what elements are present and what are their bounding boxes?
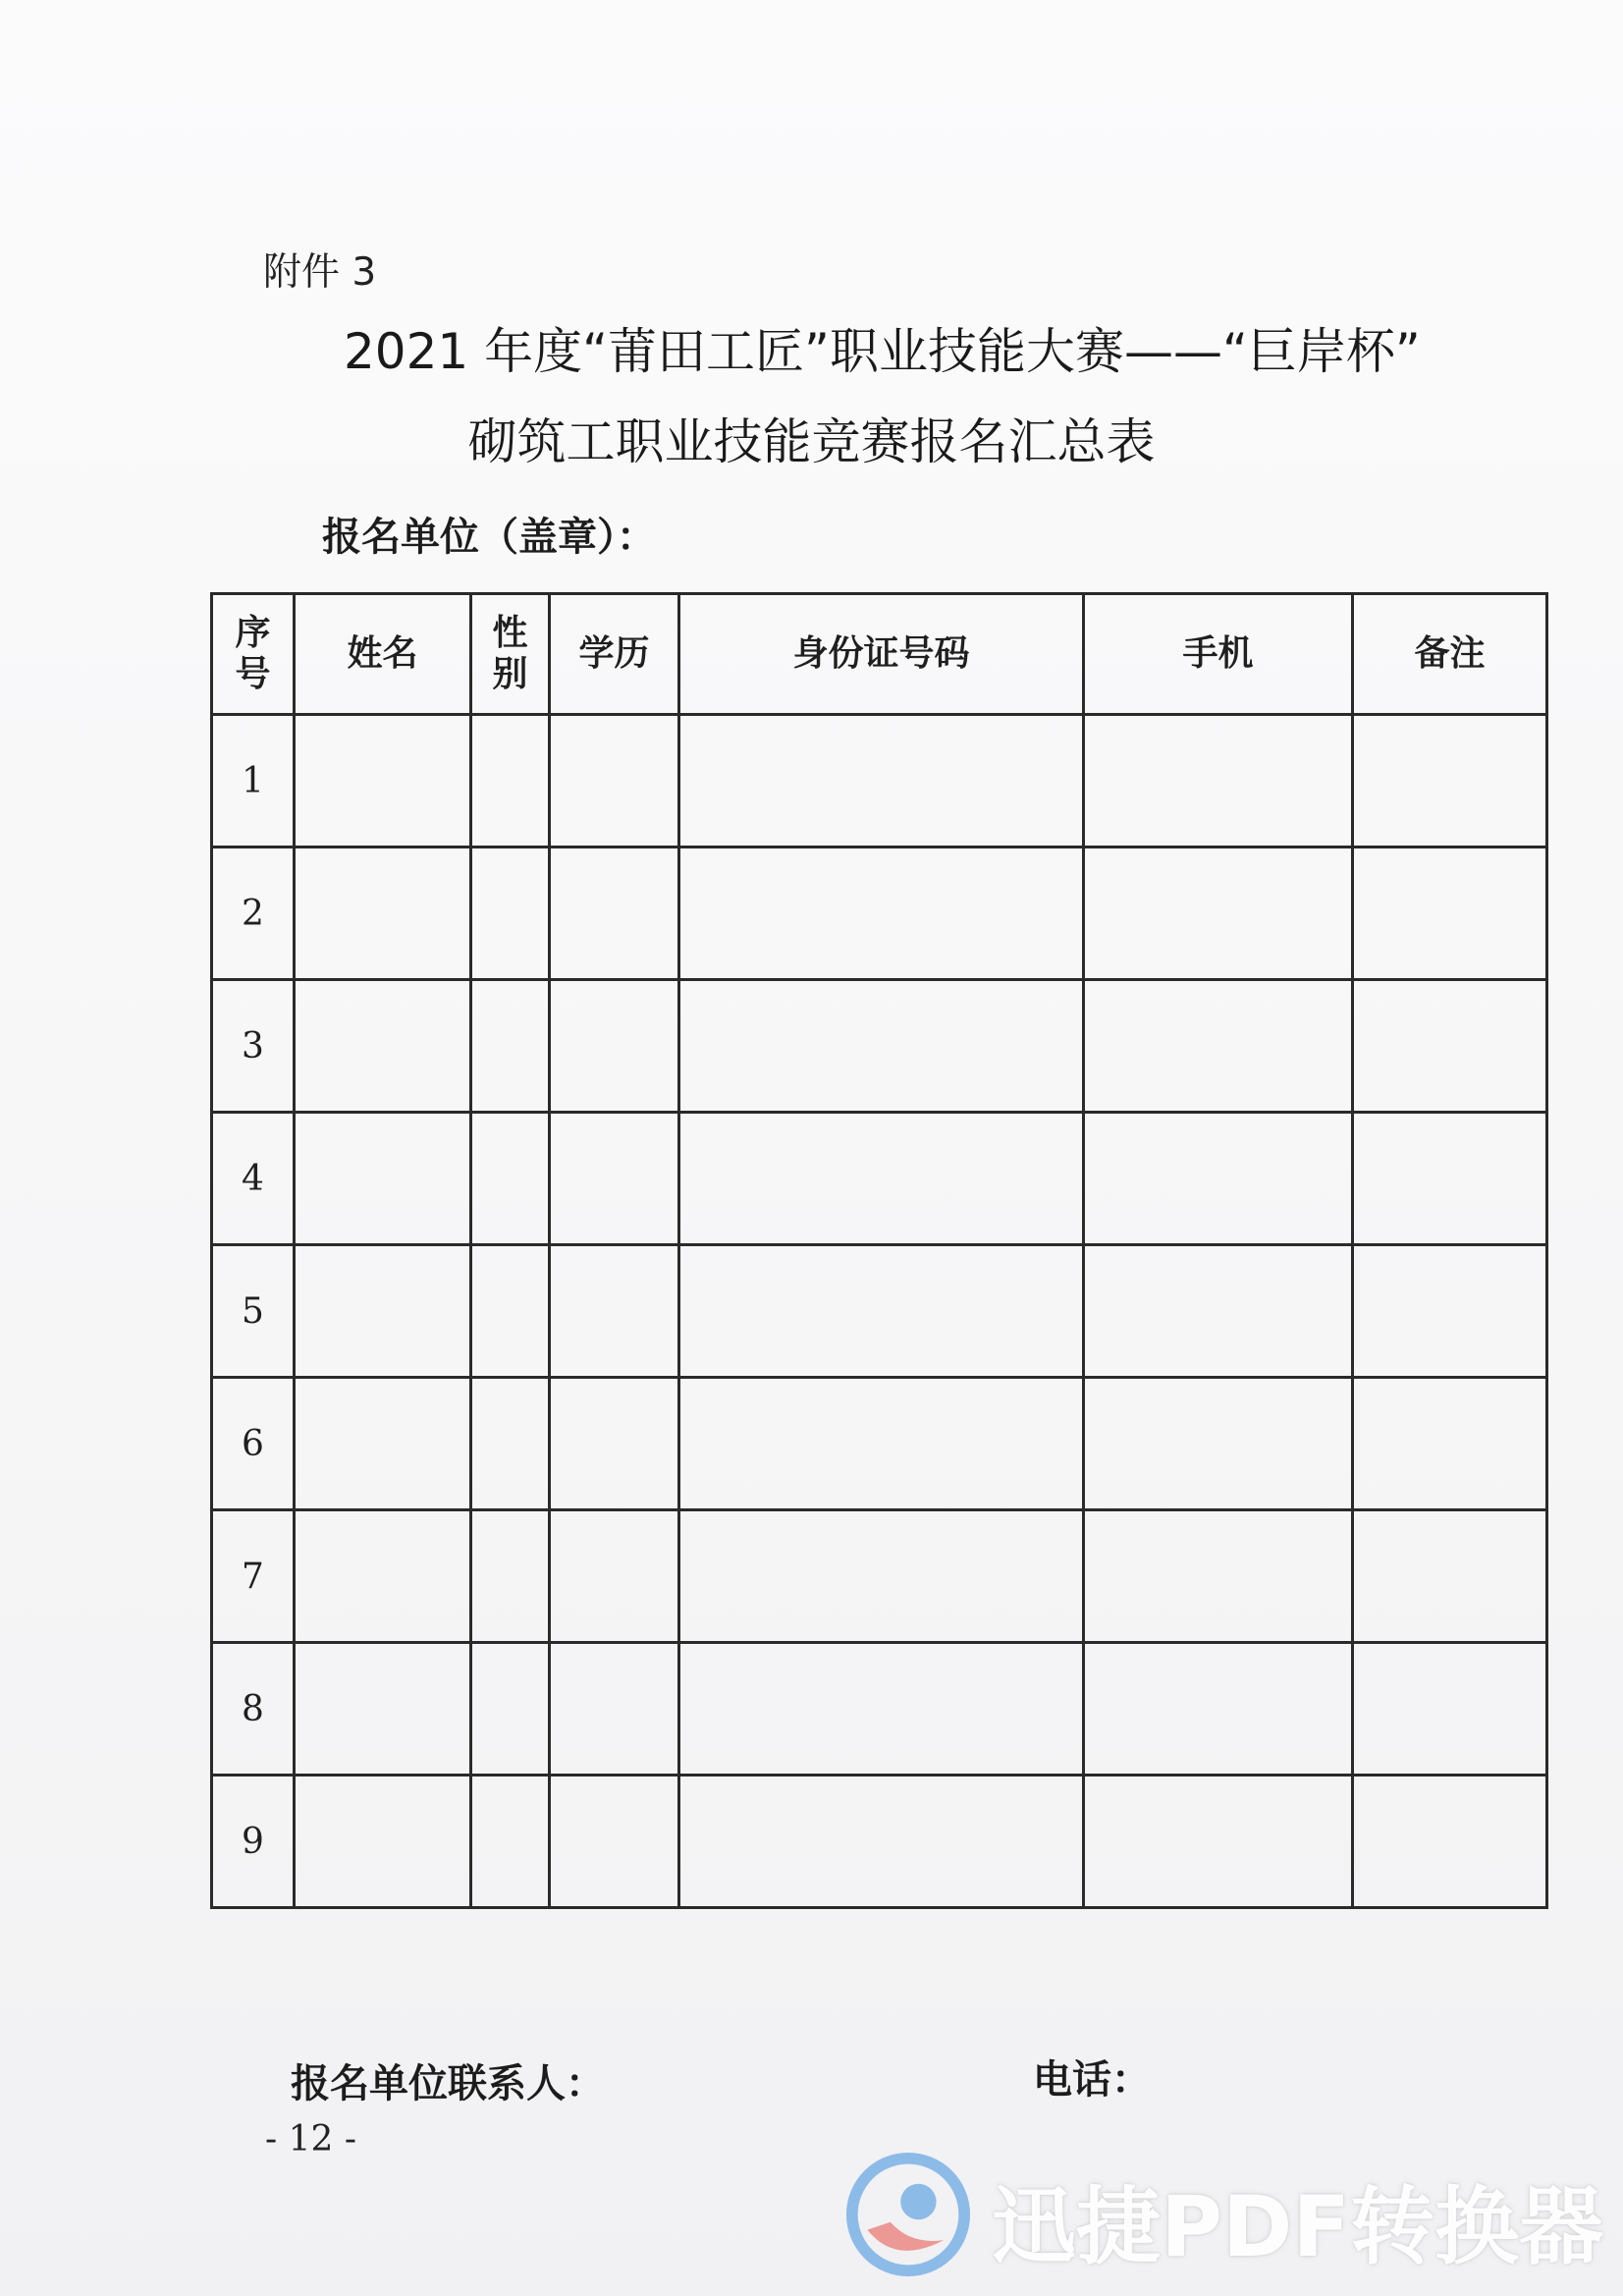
table-header-row [212, 594, 1547, 715]
page-number: - 12 - [265, 2119, 357, 2159]
id-number-cell[interactable] [679, 1378, 1084, 1510]
name-cell[interactable] [295, 847, 471, 980]
header-seq [212, 594, 295, 715]
registration-unit-label: 报名单位（盖章）： [322, 514, 656, 560]
remarks-cell[interactable] [1353, 1245, 1547, 1378]
row-number: 1 [212, 715, 295, 847]
phone-cell[interactable] [1084, 715, 1353, 847]
table-row [212, 1643, 1547, 1776]
id-number-cell[interactable] [679, 1113, 1084, 1245]
table-row [212, 1378, 1547, 1510]
name-cell[interactable] [295, 1245, 471, 1378]
table-row [212, 1776, 1547, 1908]
name-cell[interactable] [295, 1378, 471, 1510]
header-id-number: 身份证号码 [679, 594, 1084, 715]
phone-cell[interactable] [1084, 1643, 1353, 1776]
education-cell[interactable] [550, 1510, 679, 1643]
watermark-text: 迅捷PDF转换器 [992, 2178, 1604, 2276]
row-number: 8 [212, 1643, 295, 1776]
education-cell[interactable] [550, 1776, 679, 1908]
phone-cell[interactable] [1084, 1776, 1353, 1908]
title-line-2: 砌筑工职业技能竞赛报名汇总表 [467, 413, 1156, 470]
row-number: 9 [212, 1776, 295, 1908]
gender-cell[interactable] [471, 847, 550, 980]
table-row [212, 980, 1547, 1113]
remarks-cell[interactable] [1353, 1510, 1547, 1643]
header-gender-char-1: 性 [492, 613, 528, 653]
remarks-cell[interactable] [1353, 1113, 1547, 1245]
remarks-cell[interactable] [1353, 980, 1547, 1113]
education-cell[interactable] [550, 1643, 679, 1776]
row-number: 6 [212, 1378, 295, 1510]
phone-cell[interactable] [1084, 980, 1353, 1113]
gender-cell[interactable] [471, 1510, 550, 1643]
gender-cell[interactable] [471, 1245, 550, 1378]
remarks-cell[interactable] [1353, 847, 1547, 980]
id-number-cell[interactable] [679, 1776, 1084, 1908]
logo-dot [900, 2184, 936, 2219]
row-number: 5 [212, 1245, 295, 1378]
header-seq-char-1: 序 [235, 613, 271, 653]
id-number-cell[interactable] [679, 1643, 1084, 1776]
name-cell[interactable] [295, 1643, 471, 1776]
gender-cell[interactable] [471, 715, 550, 847]
id-number-cell[interactable] [679, 715, 1084, 847]
name-cell[interactable] [295, 1510, 471, 1643]
title-line-1: 2021 年度“莆田工匠”职业技能大赛——“巨岸杯” [344, 323, 1421, 380]
name-cell[interactable] [295, 1776, 471, 1908]
table-row [212, 1245, 1547, 1378]
name-cell[interactable] [295, 1113, 471, 1245]
education-cell[interactable] [550, 847, 679, 980]
phone-cell[interactable] [1084, 1510, 1353, 1643]
row-number: 4 [212, 1113, 295, 1245]
row-number: 3 [212, 980, 295, 1113]
remarks-cell[interactable] [1353, 1776, 1547, 1908]
id-number-cell[interactable] [679, 1245, 1084, 1378]
header-remarks: 备注 [1353, 594, 1547, 715]
gender-cell[interactable] [471, 1378, 550, 1510]
remarks-cell[interactable] [1353, 1643, 1547, 1776]
gender-cell[interactable] [471, 1776, 550, 1908]
education-cell[interactable] [550, 1378, 679, 1510]
id-number-cell[interactable] [679, 980, 1084, 1113]
name-cell[interactable] [295, 715, 471, 847]
header-education: 学历 [550, 594, 679, 715]
row-number: 7 [212, 1510, 295, 1643]
contact-person-label: 报名单位联系人： [291, 2060, 605, 2106]
table-row [212, 847, 1547, 980]
row-number: 2 [212, 847, 295, 980]
name-cell[interactable] [295, 980, 471, 1113]
header-gender [471, 594, 550, 715]
table-row [212, 715, 1547, 847]
table-row [212, 1113, 1547, 1245]
remarks-cell[interactable] [1353, 1378, 1547, 1510]
attachment-label: 附件 3 [263, 250, 377, 295]
id-number-cell[interactable] [679, 847, 1084, 980]
phone-cell[interactable] [1084, 1113, 1353, 1245]
header-gender-char-2: 别 [492, 654, 528, 694]
phone-cell[interactable] [1084, 1378, 1353, 1510]
registration-table [210, 592, 1548, 1909]
gender-cell[interactable] [471, 1113, 550, 1245]
watermark-logo-icon [844, 2151, 972, 2278]
gender-cell[interactable] [471, 980, 550, 1113]
education-cell[interactable] [550, 715, 679, 847]
phone-label: 电话： [1033, 2056, 1151, 2103]
phone-cell[interactable] [1084, 847, 1353, 980]
education-cell[interactable] [550, 1113, 679, 1245]
header-name: 姓名 [295, 594, 471, 715]
logo-swoosh [867, 2222, 944, 2251]
phone-cell[interactable] [1084, 1245, 1353, 1378]
education-cell[interactable] [550, 980, 679, 1113]
gender-cell[interactable] [471, 1643, 550, 1776]
education-cell[interactable] [550, 1245, 679, 1378]
header-seq-char-2: 号 [235, 654, 271, 694]
header-phone: 手机 [1084, 594, 1353, 715]
table-row [212, 1510, 1547, 1643]
remarks-cell[interactable] [1353, 715, 1547, 847]
id-number-cell[interactable] [679, 1510, 1084, 1643]
